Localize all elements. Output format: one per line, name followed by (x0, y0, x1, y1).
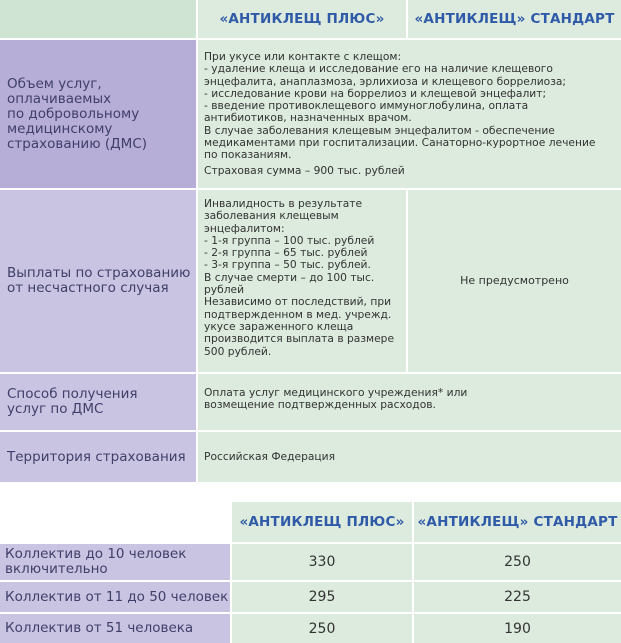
price-plus-cell (232, 582, 412, 612)
price-standard-cell (414, 544, 621, 580)
row-label-line: Способ получения (7, 386, 138, 402)
header-antiklesch-standard (408, 0, 621, 38)
accident-line: укусе зараженного клеща (204, 319, 354, 333)
accident-line: - 3-я группа – 50 тыс. рублей. (204, 258, 371, 272)
accident-line: В случае смерти – до 100 тыс. (204, 270, 375, 284)
services-line: по показаниям. (204, 148, 292, 162)
header-antiklesch-standard-label: «АНТИКЛЕЩ» СТАНДАРТ (414, 11, 615, 27)
territory-value (198, 432, 621, 482)
pricing-header-plus (232, 502, 412, 542)
services-line: антибиотиков, назначенных врачом. (204, 111, 412, 125)
price-row-label (0, 544, 230, 580)
row-label-line: Выплаты по страхованию (7, 265, 191, 281)
row-label-line: Объем услуг, (7, 75, 102, 92)
price-plus-cell (232, 544, 412, 580)
price-label-line: Коллектив от 11 до 50 человек (5, 588, 229, 605)
accident-line: подтвержденном в мед. учрежд. (204, 307, 392, 321)
price-label-line: Коллектив от 51 человека (5, 620, 194, 636)
accident-line: рублей (204, 283, 245, 297)
price-row-label (0, 582, 230, 612)
method-line: Оплата услуг медицинского учреждения* или (204, 386, 468, 399)
row-label-line: медицинскому (7, 120, 113, 137)
method-description (198, 374, 621, 430)
services-line: В случае заболевания клещевым энцефалитом - обеспечение (204, 123, 555, 137)
services-line: - удаление клеща и исследование его на наличие клещевого (204, 62, 553, 76)
row-label-territory (0, 432, 196, 482)
territory-text: Российская Федерация (204, 449, 336, 463)
pricing-header-plus-label: «АНТИКЛЕЩ ПЛЮС» (239, 514, 405, 530)
row-label-accident (0, 190, 196, 372)
services-line: энцефалита, анаплазмоза, эрлихиоза и клещевого боррелиоза; (204, 74, 567, 88)
accident-line: 500 рублей. (204, 344, 272, 358)
price-value: 190 (504, 620, 531, 637)
services-description (198, 40, 621, 188)
row-label-line: Территория страхования (7, 448, 186, 465)
price-value: 330 (308, 554, 336, 570)
accident-line: производится выплата в размере (204, 332, 395, 346)
method-line: возмещение подтвержденных расходов. (204, 398, 436, 412)
header-antiklesch-plus (198, 0, 406, 38)
services-line: - введение противоклещевого иммуноглобулина, оплата (204, 99, 529, 113)
header-antiklesch-plus-label: «АНТИКЛЕЩ ПЛЮС» (219, 11, 385, 27)
pricing-header-standard-label: «АНТИКЛЕЩ» СТАНДАРТ (417, 514, 618, 530)
price-label-line: Коллектив до 10 человек (5, 546, 187, 562)
price-standard-cell (414, 614, 621, 643)
price-value: 295 (308, 589, 336, 605)
row-label-line: страхованию (ДМС) (7, 135, 148, 152)
accident-line: энцефалитом: (204, 221, 285, 235)
price-row-label (0, 614, 230, 643)
accident-standard-cell (408, 190, 621, 372)
accident-line: заболевания клещевым (204, 209, 339, 223)
accident-line: Независимо от последствий, при (204, 295, 392, 309)
price-plus-cell (232, 614, 412, 643)
accident-line: - 2-я группа – 65 тыс. рублей (204, 246, 368, 260)
header-corner (0, 0, 196, 38)
row-label-services (0, 40, 196, 188)
price-label-line: включительно (5, 561, 108, 577)
accident-line: - 1-я группа – 100 тыс. рублей (204, 233, 375, 247)
row-label-line: услуг по ДМС (7, 401, 104, 417)
not-provided-text: Не предусмотрено (460, 273, 569, 287)
price-value: 250 (308, 620, 336, 637)
row-label-method (0, 374, 196, 430)
services-sum: Страховая сумма – 900 тыс. рублей (204, 163, 405, 177)
row-label-line: оплачиваемых (7, 90, 112, 107)
pricing-header-standard (414, 502, 621, 542)
price-standard-cell (414, 582, 621, 612)
services-line: При укусе или контакте с клещом: (204, 50, 402, 63)
services-line: медикаментами при госпитализации. Санаторно-курортное лечение (204, 136, 596, 150)
services-line: - исследование крови на боррелиоз и клещевой энцефалит; (204, 86, 547, 100)
accident-line: Инвалидность в результате (204, 197, 363, 210)
price-value: 250 (504, 554, 531, 570)
accident-plus-cell (198, 190, 406, 372)
row-label-line: от несчастного случая (7, 280, 169, 296)
price-value: 225 (504, 589, 531, 605)
row-label-line: по добровольному (7, 105, 140, 122)
